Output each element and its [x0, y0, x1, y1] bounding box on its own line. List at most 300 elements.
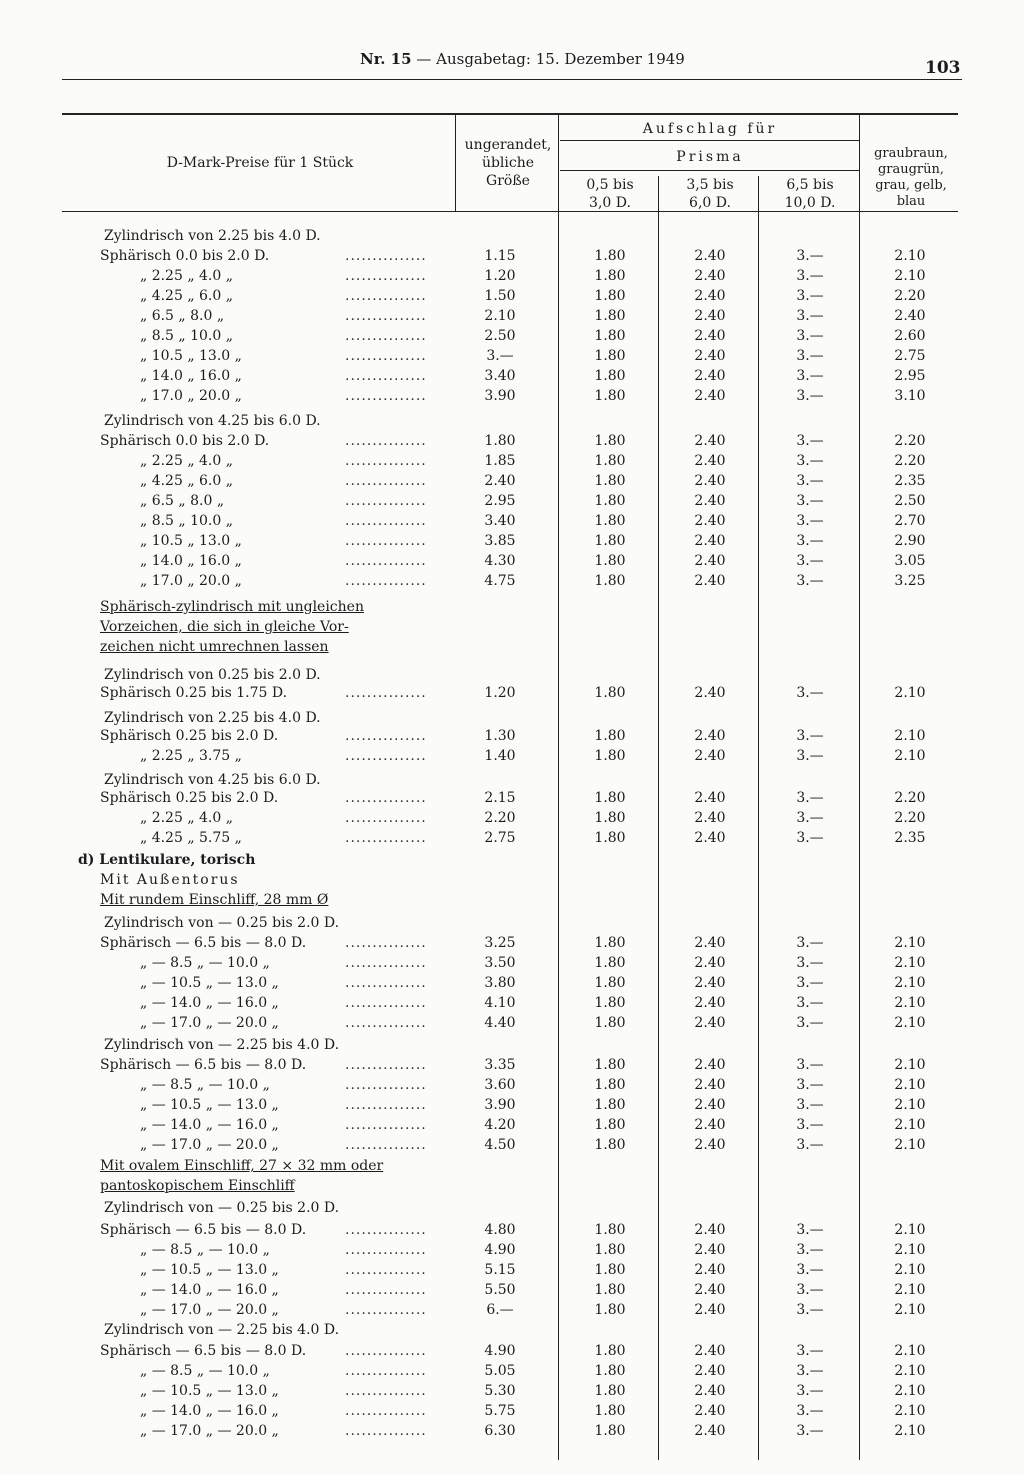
issue-number: Nr. 15	[360, 50, 412, 68]
table-row	[0, 1262, 1024, 1282]
leader-dots: ...............	[345, 935, 427, 951]
row-label: „ — 17.0 „ — 20.0 „	[140, 1302, 279, 1318]
table-row	[0, 1282, 1024, 1302]
price-standard: 1.20	[484, 685, 516, 701]
surcharge-prism-1: 1.80	[594, 935, 626, 951]
surcharge-tinted: 2.10	[894, 1423, 926, 1439]
section-heading	[0, 710, 1024, 730]
surcharge-prism-3: 3.—	[796, 1403, 824, 1419]
section-heading	[0, 915, 1024, 935]
surcharge-prism-3: 3.—	[796, 348, 824, 364]
leader-dots: ...............	[345, 328, 427, 344]
surcharge-tinted: 2.10	[894, 685, 926, 701]
leader-dots: ...............	[345, 433, 427, 449]
surcharge-tinted: 2.20	[894, 810, 926, 826]
price-standard: 4.50	[484, 1137, 516, 1153]
surcharge-prism-3: 3.—	[796, 790, 824, 806]
surcharge-tinted: 2.35	[894, 830, 926, 846]
row-label: Sphärisch 0.25 bis 2.0 D.	[100, 728, 279, 744]
surcharge-prism-3: 3.—	[796, 1242, 824, 1258]
leader-dots: ...............	[345, 308, 427, 324]
surcharge-tinted: 2.10	[894, 1262, 926, 1278]
surcharge-prism-3: 3.—	[796, 995, 824, 1011]
surcharge-prism-2: 2.40	[694, 1343, 726, 1359]
row-label: Sphärisch — 6.5 bis — 8.0 D.	[100, 1343, 307, 1359]
surcharge-tinted: 2.10	[894, 1015, 926, 1031]
price-standard: 4.30	[484, 553, 516, 569]
heading-label: zeichen nicht umrechnen lassen	[100, 639, 329, 655]
row-label: „ — 8.5 „ — 10.0 „	[140, 1363, 270, 1379]
surcharge-tinted: 2.10	[894, 268, 926, 284]
surcharge-prism-3: 3.—	[796, 1282, 824, 1298]
price-standard: 1.30	[484, 728, 516, 744]
table-row	[0, 368, 1024, 388]
heading-label: Mit Außentorus	[100, 872, 240, 888]
header-line: 0,5 bis	[586, 177, 634, 193]
row-label: „ 4.25 „ 6.0 „	[140, 288, 233, 304]
section-heading	[0, 599, 1024, 619]
surcharge-tinted: 2.10	[894, 1282, 926, 1298]
section-heading	[0, 892, 1024, 912]
leader-dots: ...............	[345, 810, 427, 826]
surcharge-prism-2: 2.40	[694, 1222, 726, 1238]
table-row	[0, 955, 1024, 975]
surcharge-prism-3: 3.—	[796, 1137, 824, 1153]
table-row	[0, 728, 1024, 748]
price-standard: 2.95	[484, 493, 516, 509]
price-standard: 3.85	[484, 533, 516, 549]
surcharge-prism-1: 1.80	[594, 1015, 626, 1031]
surcharge-prism-2: 2.40	[694, 1383, 726, 1399]
price-standard: 1.85	[484, 453, 516, 469]
surcharge-prism-1: 1.80	[594, 1302, 626, 1318]
surcharge-prism-2: 2.40	[694, 1403, 726, 1419]
header-line: blau	[896, 194, 926, 209]
column-rule	[455, 115, 456, 212]
section-heading	[0, 852, 1024, 872]
table-row	[0, 348, 1024, 368]
row-label: „ — 8.5 „ — 10.0 „	[140, 1077, 270, 1093]
leader-dots: ...............	[345, 553, 427, 569]
heading-label: d) Lentikulare, torisch	[78, 852, 256, 868]
leader-dots: ...............	[345, 685, 427, 701]
surcharge-prism-1: 1.80	[594, 748, 626, 764]
price-standard: 6.—	[486, 1302, 514, 1318]
surcharge-prism-3: 3.—	[796, 368, 824, 384]
row-label: „ — 10.5 „ — 13.0 „	[140, 1383, 279, 1399]
header-line: Größe	[486, 173, 530, 189]
leader-dots: ...............	[345, 955, 427, 971]
surcharge-prism-3: 3.—	[796, 830, 824, 846]
leader-dots: ...............	[345, 728, 427, 744]
surcharge-prism-2: 2.40	[694, 553, 726, 569]
price-standard: 3.90	[484, 1097, 516, 1113]
surcharge-tinted: 2.10	[894, 1137, 926, 1153]
row-label: „ 4.25 „ 5.75 „	[140, 830, 242, 846]
surcharge-tinted: 2.20	[894, 790, 926, 806]
surcharge-prism-1: 1.80	[594, 348, 626, 364]
header-line: 6,0 D.	[689, 195, 731, 211]
surcharge-prism-3: 3.—	[796, 573, 824, 589]
prism-col-3	[760, 176, 860, 212]
price-standard: 5.50	[484, 1282, 516, 1298]
leader-dots: ...............	[345, 288, 427, 304]
row-label: „ — 14.0 „ — 16.0 „	[140, 995, 279, 1011]
header-line: ungerandet,	[464, 137, 552, 153]
leader-dots: ...............	[345, 995, 427, 1011]
surcharge-tinted: 2.10	[894, 1117, 926, 1133]
surcharge-prism-2: 2.40	[694, 1137, 726, 1153]
surcharge-tinted: 2.70	[894, 513, 926, 529]
row-label: „ 14.0 „ 16.0 „	[140, 368, 242, 384]
prism-header: Prisma	[676, 149, 744, 165]
price-standard: 3.25	[484, 935, 516, 951]
surcharge-prism-1: 1.80	[594, 493, 626, 509]
table-row	[0, 1077, 1024, 1097]
table-row	[0, 995, 1024, 1015]
table-row	[0, 533, 1024, 553]
surcharge-tinted: 3.25	[894, 573, 926, 589]
surcharge-tinted: 2.10	[894, 1242, 926, 1258]
surcharge-prism-3: 3.—	[796, 1015, 824, 1031]
price-standard: 3.90	[484, 388, 516, 404]
table-row	[0, 1242, 1024, 1262]
row-label: „ — 14.0 „ — 16.0 „	[140, 1117, 279, 1133]
surcharge-underline	[560, 140, 860, 141]
row-label: „ — 17.0 „ — 20.0 „	[140, 1137, 279, 1153]
surcharge-prism-1: 1.80	[594, 1077, 626, 1093]
surcharge-tinted: 2.10	[894, 1302, 926, 1318]
price-standard: 4.10	[484, 995, 516, 1011]
surcharge-prism-1: 1.80	[594, 810, 626, 826]
surcharge-prism-1: 1.80	[594, 790, 626, 806]
surcharge-prism-1: 1.80	[594, 473, 626, 489]
table-row	[0, 685, 1024, 705]
heading-label: Zylindrisch von — 2.25 bis 4.0 D.	[104, 1037, 340, 1053]
surcharge-prism-1: 1.80	[594, 288, 626, 304]
table-row	[0, 830, 1024, 850]
surcharge-tinted: 2.75	[894, 348, 926, 364]
section-heading	[0, 619, 1024, 639]
surcharge-prism-2: 2.40	[694, 975, 726, 991]
header-line: übliche	[481, 155, 535, 171]
leader-dots: ...............	[345, 248, 427, 264]
surcharge-tinted: 2.10	[894, 1383, 926, 1399]
table-row	[0, 268, 1024, 288]
surcharge-prism-1: 1.80	[594, 1262, 626, 1278]
section-heading	[0, 872, 1024, 892]
surcharge-prism-2: 2.40	[694, 748, 726, 764]
tinted-color-header	[862, 146, 960, 210]
surcharge-prism-2: 2.40	[694, 248, 726, 264]
row-label: „ 2.25 „ 4.0 „	[140, 268, 233, 284]
prism-col-2	[660, 176, 760, 212]
surcharge-prism-1: 1.80	[594, 955, 626, 971]
surcharge-prism-3: 3.—	[796, 975, 824, 991]
surcharge-prism-3: 3.—	[796, 1262, 824, 1278]
leader-dots: ...............	[345, 1302, 427, 1318]
leader-dots: ...............	[345, 493, 427, 509]
price-standard: 1.80	[484, 433, 516, 449]
surcharge-prism-1: 1.80	[594, 830, 626, 846]
surcharge-prism-1: 1.80	[594, 368, 626, 384]
surcharge-prism-1: 1.80	[594, 1343, 626, 1359]
table-row	[0, 433, 1024, 453]
section-heading	[0, 1322, 1024, 1342]
page-header	[360, 50, 685, 68]
surcharge-prism-1: 1.80	[594, 453, 626, 469]
section-heading	[0, 1178, 1024, 1198]
surcharge-prism-1: 1.80	[594, 975, 626, 991]
row-label: „ 2.25 „ 4.0 „	[140, 810, 233, 826]
page-number: 103	[925, 58, 961, 78]
table-row	[0, 1117, 1024, 1137]
surcharge-prism-2: 2.40	[694, 1015, 726, 1031]
surcharge-prism-1: 1.80	[594, 513, 626, 529]
price-standard: 3.40	[484, 368, 516, 384]
table-row	[0, 573, 1024, 593]
price-standard: 5.05	[484, 1363, 516, 1379]
leader-dots: ...............	[345, 533, 427, 549]
heading-label: Zylindrisch von — 2.25 bis 4.0 D.	[104, 1322, 340, 1338]
leader-dots: ...............	[345, 1282, 427, 1298]
surcharge-prism-2: 2.40	[694, 473, 726, 489]
surcharge-prism-3: 3.—	[796, 1383, 824, 1399]
leader-dots: ...............	[345, 513, 427, 529]
surcharge-prism-3: 3.—	[796, 388, 824, 404]
surcharge-prism-3: 3.—	[796, 1302, 824, 1318]
surcharge-prism-1: 1.80	[594, 1057, 626, 1073]
surcharge-prism-1: 1.80	[594, 1363, 626, 1379]
surcharge-prism-1: 1.80	[594, 1097, 626, 1113]
surcharge-prism-3: 3.—	[796, 533, 824, 549]
surcharge-prism-1: 1.80	[594, 995, 626, 1011]
price-standard: 3.60	[484, 1077, 516, 1093]
table-row	[0, 553, 1024, 573]
row-label: „ — 17.0 „ — 20.0 „	[140, 1015, 279, 1031]
leader-dots: ...............	[345, 453, 427, 469]
row-label: „ 10.5 „ 13.0 „	[140, 533, 242, 549]
surcharge-prism-3: 3.—	[796, 288, 824, 304]
surcharge-prism-2: 2.40	[694, 995, 726, 1011]
price-standard: 4.20	[484, 1117, 516, 1133]
surcharge-prism-2: 2.40	[694, 1057, 726, 1073]
surcharge-prism-2: 2.40	[694, 1302, 726, 1318]
heading-label: pantoskopischem Einschliff	[100, 1178, 295, 1194]
surcharge-prism-3: 3.—	[796, 308, 824, 324]
table-row	[0, 1097, 1024, 1117]
table-row	[0, 288, 1024, 308]
section-heading	[0, 772, 1024, 792]
surcharge-prism-3: 3.—	[796, 1343, 824, 1359]
table-row	[0, 1302, 1024, 1322]
standard-size-header	[458, 136, 558, 190]
surcharge-prism-2: 2.40	[694, 685, 726, 701]
row-label: „ 6.5 „ 8.0 „	[140, 493, 225, 509]
surcharge-tinted: 2.10	[894, 1363, 926, 1379]
surcharge-prism-1: 1.80	[594, 728, 626, 744]
surcharge-prism-3: 3.—	[796, 1363, 824, 1379]
surcharge-tinted: 3.05	[894, 553, 926, 569]
surcharge-prism-2: 2.40	[694, 810, 726, 826]
surcharge-tinted: 2.20	[894, 288, 926, 304]
heading-label: Zylindrisch von 2.25 bis 4.0 D.	[104, 710, 321, 726]
surcharge-prism-1: 1.80	[594, 248, 626, 264]
row-label: „ 2.25 „ 4.0 „	[140, 453, 233, 469]
leader-dots: ...............	[345, 1363, 427, 1379]
row-label: Sphärisch — 6.5 bis — 8.0 D.	[100, 935, 307, 951]
surcharge-prism-1: 1.80	[594, 1137, 626, 1153]
header-bottom-rule	[62, 211, 958, 212]
row-label: „ — 10.5 „ — 13.0 „	[140, 1097, 279, 1113]
leader-dots: ...............	[345, 1077, 427, 1093]
surcharge-prism-3: 3.—	[796, 1097, 824, 1113]
row-label: „ — 8.5 „ — 10.0 „	[140, 955, 270, 971]
table-row	[0, 975, 1024, 995]
surcharge-prism-2: 2.40	[694, 573, 726, 589]
price-standard: 3.—	[486, 348, 514, 364]
section-heading	[0, 1158, 1024, 1178]
row-label: Sphärisch 0.25 bis 2.0 D.	[100, 790, 279, 806]
row-label: „ 17.0 „ 20.0 „	[140, 388, 242, 404]
surcharge-prism-1: 1.80	[594, 685, 626, 701]
row-label: „ 4.25 „ 6.0 „	[140, 473, 233, 489]
row-label: „ 8.5 „ 10.0 „	[140, 513, 233, 529]
leader-dots: ...............	[345, 388, 427, 404]
heading-label: Sphärisch-zylindrisch mit ungleichen	[100, 599, 364, 615]
surcharge-tinted: 2.90	[894, 533, 926, 549]
table-row	[0, 1383, 1024, 1403]
table-row	[0, 1343, 1024, 1363]
table-top-rule	[62, 113, 958, 115]
surcharge-prism-2: 2.40	[694, 388, 726, 404]
surcharge-tinted: 2.35	[894, 473, 926, 489]
header-line: 6,5 bis	[786, 177, 834, 193]
row-label: „ — 10.5 „ — 13.0 „	[140, 975, 279, 991]
leader-dots: ...............	[345, 1262, 427, 1278]
row-label: „ — 10.5 „ — 13.0 „	[140, 1262, 279, 1278]
price-standard: 1.50	[484, 288, 516, 304]
heading-label: Mit ovalem Einschliff, 27 × 32 mm oder	[100, 1158, 384, 1174]
surcharge-tinted: 2.10	[894, 1403, 926, 1419]
surcharge-prism-2: 2.40	[694, 1282, 726, 1298]
row-label: „ — 17.0 „ — 20.0 „	[140, 1423, 279, 1439]
surcharge-prism-2: 2.40	[694, 935, 726, 951]
surcharge-prism-2: 2.40	[694, 1363, 726, 1379]
surcharge-prism-1: 1.80	[594, 1282, 626, 1298]
price-standard: 5.15	[484, 1262, 516, 1278]
table-row	[0, 513, 1024, 533]
surcharge-prism-3: 3.—	[796, 1057, 824, 1073]
leader-dots: ...............	[345, 368, 427, 384]
surcharge-prism-2: 2.40	[694, 533, 726, 549]
surcharge-tinted: 2.10	[894, 248, 926, 264]
table-row	[0, 1403, 1024, 1423]
table-row	[0, 328, 1024, 348]
heading-label: Zylindrisch von 2.25 bis 4.0 D.	[104, 228, 321, 244]
heading-label: Mit rundem Einschliff, 28 mm Ø	[100, 892, 329, 908]
price-standard: 4.90	[484, 1242, 516, 1258]
surcharge-tinted: 2.10	[894, 728, 926, 744]
leader-dots: ...............	[345, 975, 427, 991]
row-label: „ — 14.0 „ — 16.0 „	[140, 1403, 279, 1419]
surcharge-tinted: 2.20	[894, 453, 926, 469]
leader-dots: ...............	[345, 1423, 427, 1439]
price-standard: 1.40	[484, 748, 516, 764]
surcharge-prism-1: 1.80	[594, 1242, 626, 1258]
surcharge-prism-2: 2.40	[694, 1097, 726, 1113]
surcharge-prism-3: 3.—	[796, 728, 824, 744]
section-heading	[0, 667, 1024, 687]
leader-dots: ...............	[345, 1403, 427, 1419]
surcharge-tinted: 2.20	[894, 433, 926, 449]
leader-dots: ...............	[345, 1137, 427, 1153]
price-standard: 1.15	[484, 248, 516, 264]
surcharge-tinted: 2.95	[894, 368, 926, 384]
row-label: „ 10.5 „ 13.0 „	[140, 348, 242, 364]
header-line: 3,5 bis	[686, 177, 734, 193]
surcharge-prism-3: 3.—	[796, 268, 824, 284]
header-separator: —	[416, 50, 432, 68]
surcharge-prism-2: 2.40	[694, 368, 726, 384]
surcharge-prism-2: 2.40	[694, 453, 726, 469]
price-standard: 2.50	[484, 328, 516, 344]
heading-label: Zylindrisch von 0.25 bis 2.0 D.	[104, 667, 321, 683]
leader-dots: ...............	[345, 348, 427, 364]
leader-dots: ...............	[345, 1117, 427, 1133]
table-row	[0, 1363, 1024, 1383]
table-row	[0, 1222, 1024, 1242]
row-label: Sphärisch 0.25 bis 1.75 D.	[100, 685, 288, 701]
surcharge-prism-3: 3.—	[796, 1077, 824, 1093]
table-row	[0, 790, 1024, 810]
leader-dots: ...............	[345, 573, 427, 589]
heading-label: Zylindrisch von — 0.25 bis 2.0 D.	[104, 915, 340, 931]
heading-label: Zylindrisch von 4.25 bis 6.0 D.	[104, 413, 321, 429]
surcharge-prism-3: 3.—	[796, 433, 824, 449]
row-label: „ 2.25 „ 3.75 „	[140, 748, 242, 764]
surcharge-prism-2: 2.40	[694, 308, 726, 324]
price-standard: 5.75	[484, 1403, 516, 1419]
issue-date: Ausgabetag: 15. Dezember 1949	[436, 50, 685, 68]
surcharge-tinted: 3.10	[894, 388, 926, 404]
surcharge-prism-1: 1.80	[594, 1222, 626, 1238]
surcharge-prism-3: 3.—	[796, 1222, 824, 1238]
section-heading	[0, 1200, 1024, 1220]
table-row	[0, 1423, 1024, 1443]
price-standard: 1.20	[484, 268, 516, 284]
surcharge-tinted: 2.40	[894, 308, 926, 324]
surcharge-prism-1: 1.80	[594, 268, 626, 284]
row-label: „ 14.0 „ 16.0 „	[140, 553, 242, 569]
section-heading	[0, 413, 1024, 433]
surcharge-prism-2: 2.40	[694, 493, 726, 509]
table-row	[0, 1015, 1024, 1035]
surcharge-tinted: 2.10	[894, 1222, 926, 1238]
row-label: Sphärisch — 6.5 bis — 8.0 D.	[100, 1057, 307, 1073]
header-line: grau, gelb,	[875, 178, 947, 193]
price-standard: 2.10	[484, 308, 516, 324]
price-standard: 5.30	[484, 1383, 516, 1399]
price-standard: 3.80	[484, 975, 516, 991]
row-label: Sphärisch — 6.5 bis — 8.0 D.	[100, 1222, 307, 1238]
surcharge-prism-1: 1.80	[594, 1117, 626, 1133]
price-standard: 3.35	[484, 1057, 516, 1073]
heading-label: Zylindrisch von 4.25 bis 6.0 D.	[104, 772, 321, 788]
leader-dots: ...............	[345, 1222, 427, 1238]
leader-dots: ...............	[345, 748, 427, 764]
header-line: graugrün,	[877, 162, 945, 177]
